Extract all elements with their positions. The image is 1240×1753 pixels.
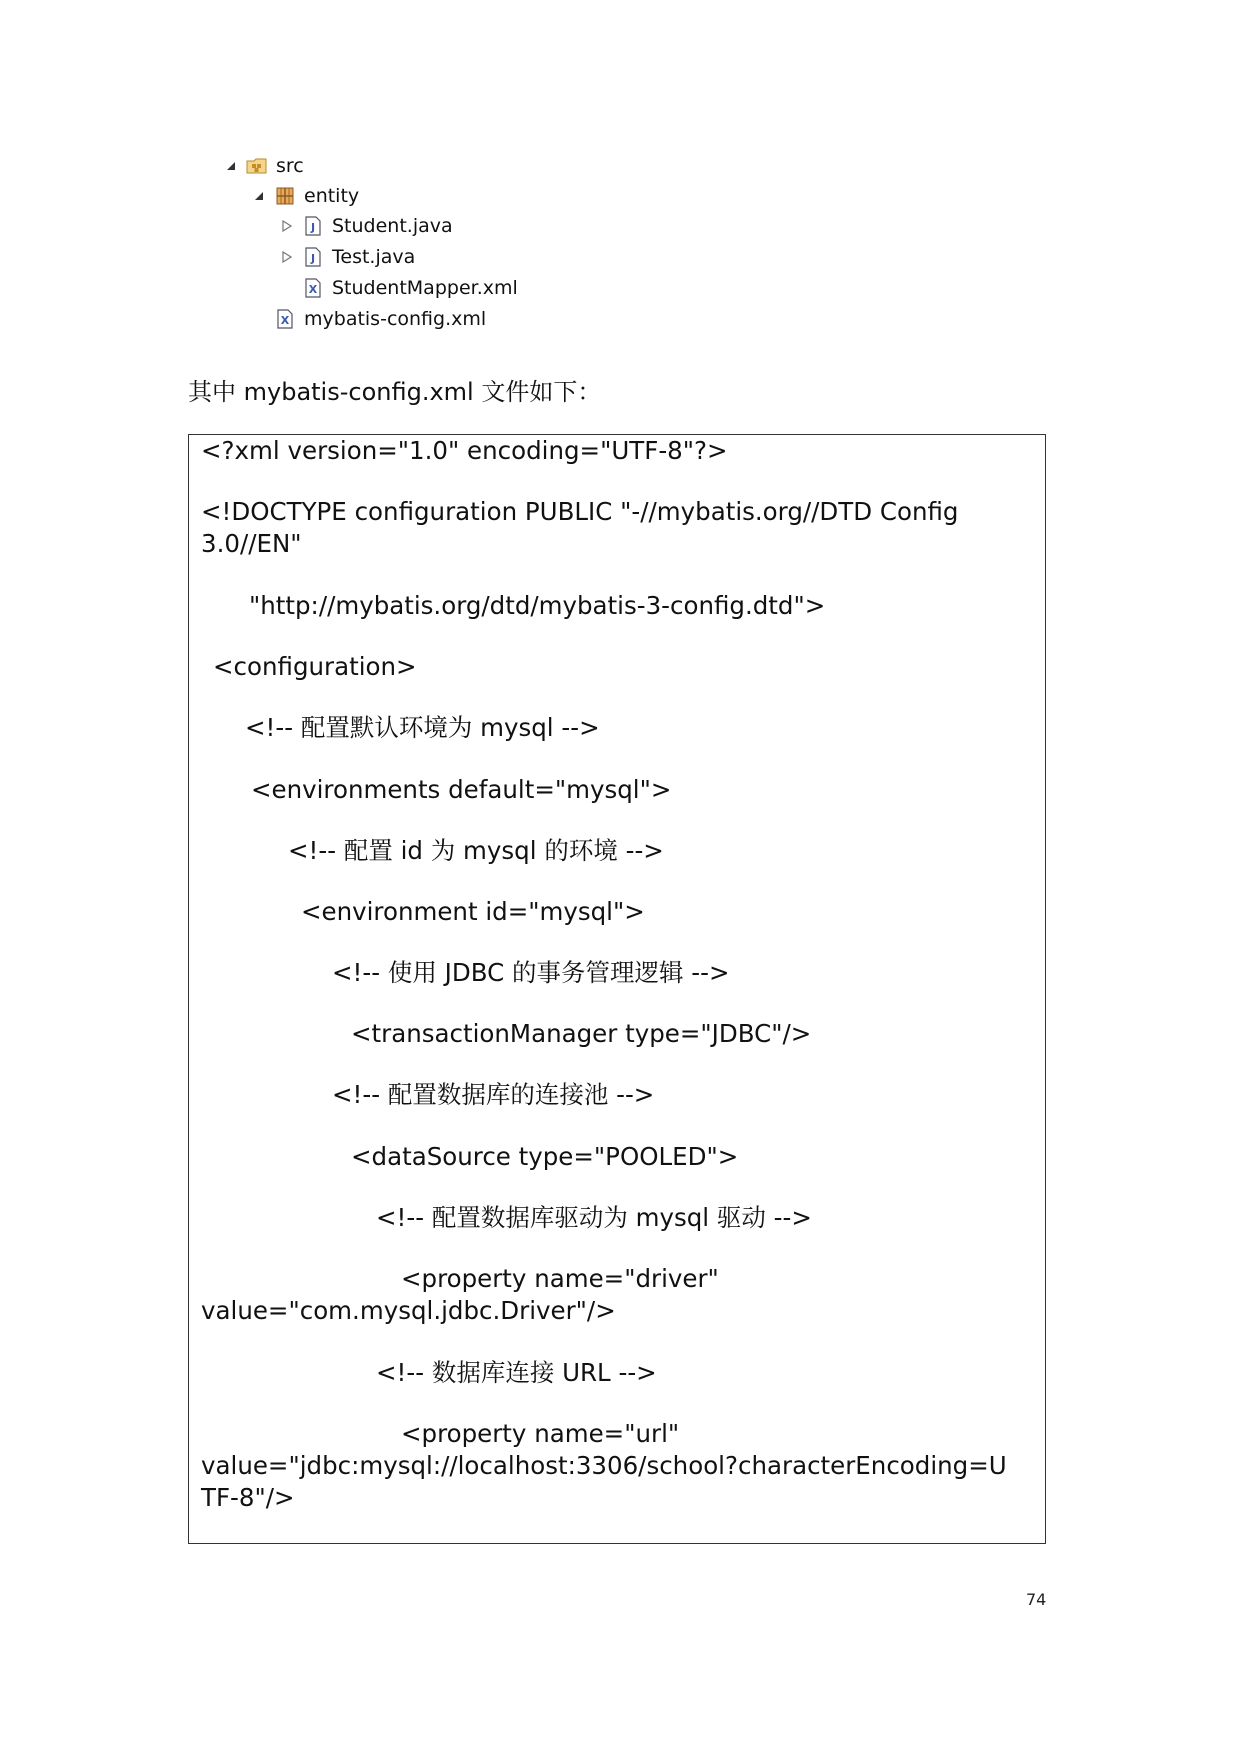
svg-text:X: X	[280, 314, 290, 327]
svg-text:J: J	[310, 252, 316, 265]
code-line: <dataSource type="POOLED">	[351, 1142, 739, 1171]
tree-item-label: mybatis-config.xml	[304, 308, 487, 330]
code-line: <!-- 配置数据库的连接池 -->	[332, 1080, 655, 1109]
page-number: 74	[1026, 1590, 1047, 1609]
code-listing-box	[188, 434, 1046, 1544]
code-line: <!-- 配置数据库驱动为 mysql 驱动 -->	[376, 1203, 812, 1232]
code-line: <transactionManager type="JDBC"/>	[351, 1019, 812, 1048]
code-line: <property name="driver"	[401, 1264, 719, 1293]
project-file-tree	[0, 0, 1240, 340]
svg-text:X: X	[308, 283, 318, 296]
code-line: 3.0//EN"	[201, 529, 302, 558]
collapsed-arrow-icon[interactable]	[278, 248, 296, 266]
tree-item-label: Test.java	[332, 246, 416, 268]
tree-item-label: src	[276, 155, 304, 177]
code-line: <!-- 配置默认环境为 mysql -->	[245, 713, 600, 742]
code-line: <!-- 使用 JDBC 的事务管理逻辑 -->	[332, 958, 730, 987]
code-line: <!DOCTYPE configuration PUBLIC "-//mybatis.org//DTD Config	[201, 497, 959, 526]
tree-item-entity[interactable]	[250, 182, 359, 210]
tree-item-label: StudentMapper.xml	[332, 277, 518, 299]
code-line: value="com.mysql.jdbc.Driver"/>	[201, 1296, 616, 1325]
tree-item-mybatis-config-xml[interactable]	[274, 305, 486, 333]
code-line: <environment id="mysql">	[301, 897, 645, 926]
tree-item-test-java[interactable]	[278, 243, 415, 271]
code-caption: 其中 mybatis-config.xml 文件如下：	[188, 378, 602, 406]
code-line: <property name="url"	[401, 1419, 680, 1448]
xml-file-icon	[274, 308, 296, 330]
svg-text:J: J	[310, 221, 316, 234]
tree-item-src[interactable]	[222, 152, 304, 180]
tree-item-studentmapper-xml[interactable]	[302, 274, 518, 302]
collapsed-arrow-icon[interactable]	[278, 217, 296, 235]
code-line: <environments default="mysql">	[251, 775, 672, 804]
package-icon	[274, 185, 296, 207]
expanded-arrow-icon[interactable]	[222, 157, 240, 175]
code-line: <?xml version="1.0" encoding="UTF-8"?>	[201, 436, 728, 465]
code-line: <configuration>	[213, 652, 417, 681]
expanded-arrow-icon[interactable]	[250, 187, 268, 205]
xml-file-icon	[302, 277, 324, 299]
code-line: TF-8"/>	[201, 1483, 295, 1512]
tree-item-student-java[interactable]	[278, 212, 453, 240]
tree-item-label: entity	[304, 185, 360, 207]
code-line: <!-- 配置 id 为 mysql 的环境 -->	[288, 836, 664, 865]
java-file-icon	[302, 246, 324, 268]
tree-item-label: Student.java	[332, 215, 453, 237]
code-line: <!-- 数据库连接 URL -->	[376, 1358, 657, 1387]
code-line: "http://mybatis.org/dtd/mybatis-3-config.dtd">	[249, 591, 826, 620]
java-file-icon	[302, 215, 324, 237]
source-folder-icon	[246, 155, 268, 177]
code-line: value="jdbc:mysql://localhost:3306/school?characterEncoding=U	[201, 1451, 1007, 1480]
